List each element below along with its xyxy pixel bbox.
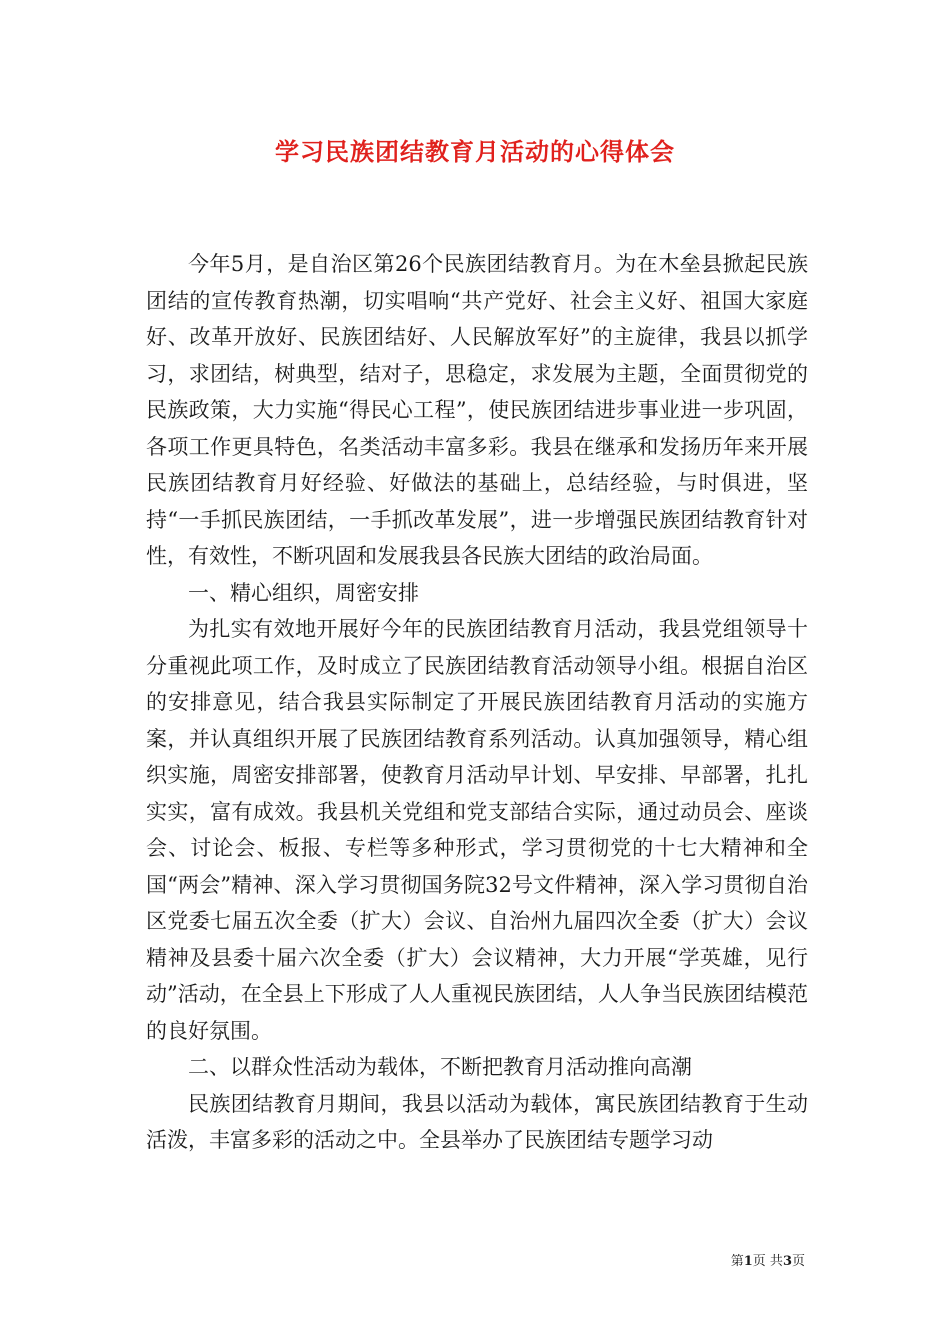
document-body xyxy=(146,246,808,1159)
page-number-footer xyxy=(731,1250,805,1269)
paragraph-intro: 今年5月，是自治区第26个民族团结教育月。为在木垒县掀起民族团结的宣传教育热潮，切实唱响“共产党好、社会主义好、祖国大家庭好、改革开放好、民族团结好、人民解放军好”的主旋律，我县以抓学习，求团结，树典型，结对子，思稳定，求发展为主题，全面贯彻党的民族政策，大力实施“得民心工程”，使民族团结进步事业进一步巩固，各项工作更具特色，名类活动丰富多彩。我县在继承和发扬历年来开展民族团结教育月好经验、好做法的基础上，总结经验，与时俱进，坚持“一手抓民族团结，一手抓改革发展”，进一步增强民族团结教育针对性，有效性，不断巩固和发展我县各民族大团结的政治局面。 xyxy=(146,252,808,568)
footer-middle: 页 共 xyxy=(752,1254,783,1269)
document-title: 学习民族团结教育月活动的心得体会 xyxy=(275,138,675,166)
current-page-number: 1 xyxy=(743,1254,753,1269)
paragraph-section-1: 为扎实有效地开展好今年的民族团结教育月活动，我县党组领导十分重视此项工作，及时成立了民族团结教育活动领导小组。根据自治区的安排意见，结合我县实际制定了开展民族团结教育月活动的实施方案，并认真组织开展了民族团结教育系列活动。认真加强领导，精心组织实施，周密安排部署，使教育月活动早计划、早安排、早部署，扎扎实实，富有成效。我县机关党组和党支部结合实际，通过动员会、座谈会、讨论会、板报、专栏等多种形式，学习贯彻党的十七大精神和全国“两会”精神、深入学习贯彻国务院32号文件精神，深入学习贯彻自治区党委七届五次全委（扩大）会议、自治州九届四次全委（扩大）会议精神及县委十届六次全委（扩大）会议精神，大力开展“学英雄，见行动”活动，在全县上下形成了人人重视民族团结，人人争当民族团结模范的良好氛围。 xyxy=(146,617,808,1043)
total-page-number: 3 xyxy=(782,1254,792,1269)
section-heading-2: 二、以群众性活动为载体，不断把教育月活动推向高潮 xyxy=(188,1055,692,1079)
footer-prefix: 第 xyxy=(730,1254,744,1269)
footer-suffix: 页 xyxy=(791,1254,805,1269)
section-heading-1: 一、精心组织，周密安排 xyxy=(188,580,419,605)
paragraph-section-2: 民族团结教育月期间，我县以活动为载体，寓民族团结教育于生动活泼，丰富多彩的活动之中。全县举办了民族团结专题学习动 xyxy=(146,1091,808,1152)
